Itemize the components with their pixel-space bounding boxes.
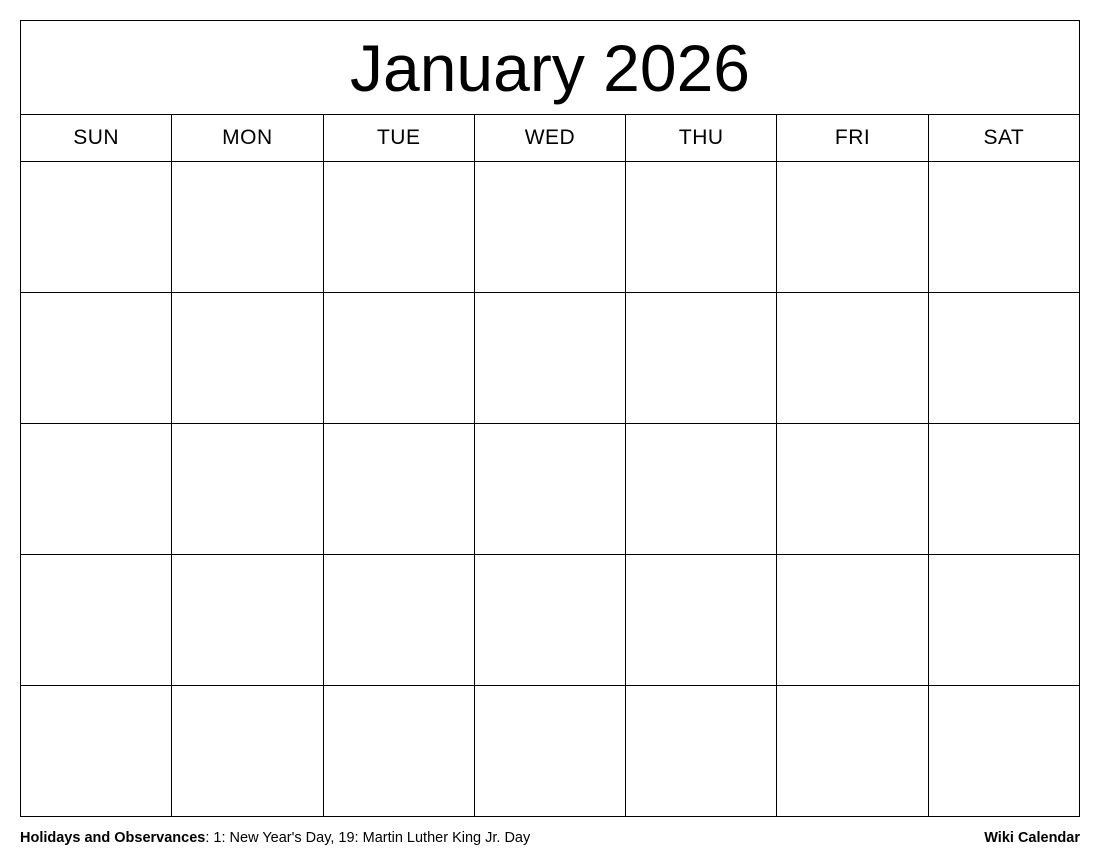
holidays-label: Holidays and Observances — [20, 829, 206, 846]
calendar-week-row — [21, 555, 1080, 686]
calendar-week-row — [21, 293, 1080, 424]
day-cell[interactable] — [21, 555, 172, 686]
day-cell[interactable] — [323, 686, 474, 817]
day-cell[interactable] — [172, 555, 323, 686]
holidays-text: 1: New Year's Day, 19: Martin Luther King Jr. Day — [213, 829, 531, 846]
day-number — [324, 686, 474, 690]
day-number — [324, 293, 474, 297]
day-cell[interactable] — [777, 555, 928, 686]
day-number — [475, 555, 625, 559]
weekday-header-row — [21, 115, 1080, 162]
day-number — [21, 162, 171, 166]
day-cell[interactable] — [474, 162, 625, 293]
day-cell[interactable] — [21, 162, 172, 293]
day-cell[interactable] — [21, 424, 172, 555]
footer — [20, 823, 1080, 847]
day-number — [626, 555, 776, 559]
day-cell[interactable] — [172, 686, 323, 817]
brand-label: Wiki Calendar — [984, 829, 1080, 846]
day-cell[interactable] — [474, 424, 625, 555]
day-cell[interactable] — [777, 424, 928, 555]
day-number — [172, 686, 322, 690]
day-number — [777, 686, 927, 690]
day-number — [172, 293, 322, 297]
day-cell[interactable] — [777, 162, 928, 293]
day-number — [172, 424, 322, 428]
day-cell[interactable] — [928, 686, 1079, 817]
day-number — [626, 686, 776, 690]
day-cell[interactable] — [626, 555, 777, 686]
day-cell[interactable] — [172, 293, 323, 424]
day-number — [777, 293, 927, 297]
calendar-title-cell — [21, 21, 1080, 115]
day-number — [475, 162, 625, 166]
holidays-note — [20, 830, 530, 847]
day-number — [777, 555, 927, 559]
weekday-header-fri: FRI — [777, 115, 928, 162]
weekday-header-thu: THU — [626, 115, 777, 162]
day-cell[interactable] — [928, 555, 1079, 686]
page-title: January 2026 — [350, 30, 750, 105]
day-cell[interactable] — [21, 293, 172, 424]
day-number — [172, 555, 322, 559]
calendar-title-row — [21, 21, 1080, 115]
day-cell[interactable] — [777, 686, 928, 817]
day-cell[interactable] — [626, 162, 777, 293]
day-number — [475, 424, 625, 428]
day-cell[interactable] — [626, 424, 777, 555]
weekday-header-sun: SUN — [21, 115, 172, 162]
holidays-separator: : — [205, 829, 214, 846]
day-number — [475, 686, 625, 690]
day-cell[interactable] — [626, 686, 777, 817]
day-number — [929, 424, 1079, 428]
day-number — [324, 424, 474, 428]
day-cell[interactable] — [928, 293, 1079, 424]
day-number — [626, 424, 776, 428]
day-number — [929, 162, 1079, 166]
day-cell[interactable] — [323, 293, 474, 424]
calendar-week-row — [21, 162, 1080, 293]
day-number — [324, 555, 474, 559]
day-cell[interactable] — [928, 424, 1079, 555]
calendar-table — [20, 20, 1080, 817]
day-cell[interactable] — [172, 162, 323, 293]
day-number — [172, 162, 322, 166]
weekday-header-tue: TUE — [323, 115, 474, 162]
day-cell[interactable] — [21, 686, 172, 817]
day-cell[interactable] — [474, 686, 625, 817]
day-number — [324, 162, 474, 166]
weekday-header-mon: MON — [172, 115, 323, 162]
calendar-week-row — [21, 424, 1080, 555]
day-number — [21, 424, 171, 428]
calendar-week-row — [21, 686, 1080, 817]
day-cell[interactable] — [172, 424, 323, 555]
day-number — [929, 555, 1079, 559]
day-number — [626, 293, 776, 297]
day-number — [21, 293, 171, 297]
day-number — [777, 424, 927, 428]
day-cell[interactable] — [777, 293, 928, 424]
weekday-header-wed: WED — [474, 115, 625, 162]
day-number — [777, 162, 927, 166]
weekday-header-sat: SAT — [928, 115, 1079, 162]
day-cell[interactable] — [323, 555, 474, 686]
day-cell[interactable] — [323, 162, 474, 293]
day-cell[interactable] — [626, 293, 777, 424]
day-number — [929, 686, 1079, 690]
day-cell[interactable] — [928, 162, 1079, 293]
day-cell[interactable] — [474, 293, 625, 424]
day-cell[interactable] — [323, 424, 474, 555]
day-number — [21, 555, 171, 559]
day-number — [929, 293, 1079, 297]
day-number — [475, 293, 625, 297]
day-number — [21, 686, 171, 690]
day-number — [626, 162, 776, 166]
day-cell[interactable] — [474, 555, 625, 686]
